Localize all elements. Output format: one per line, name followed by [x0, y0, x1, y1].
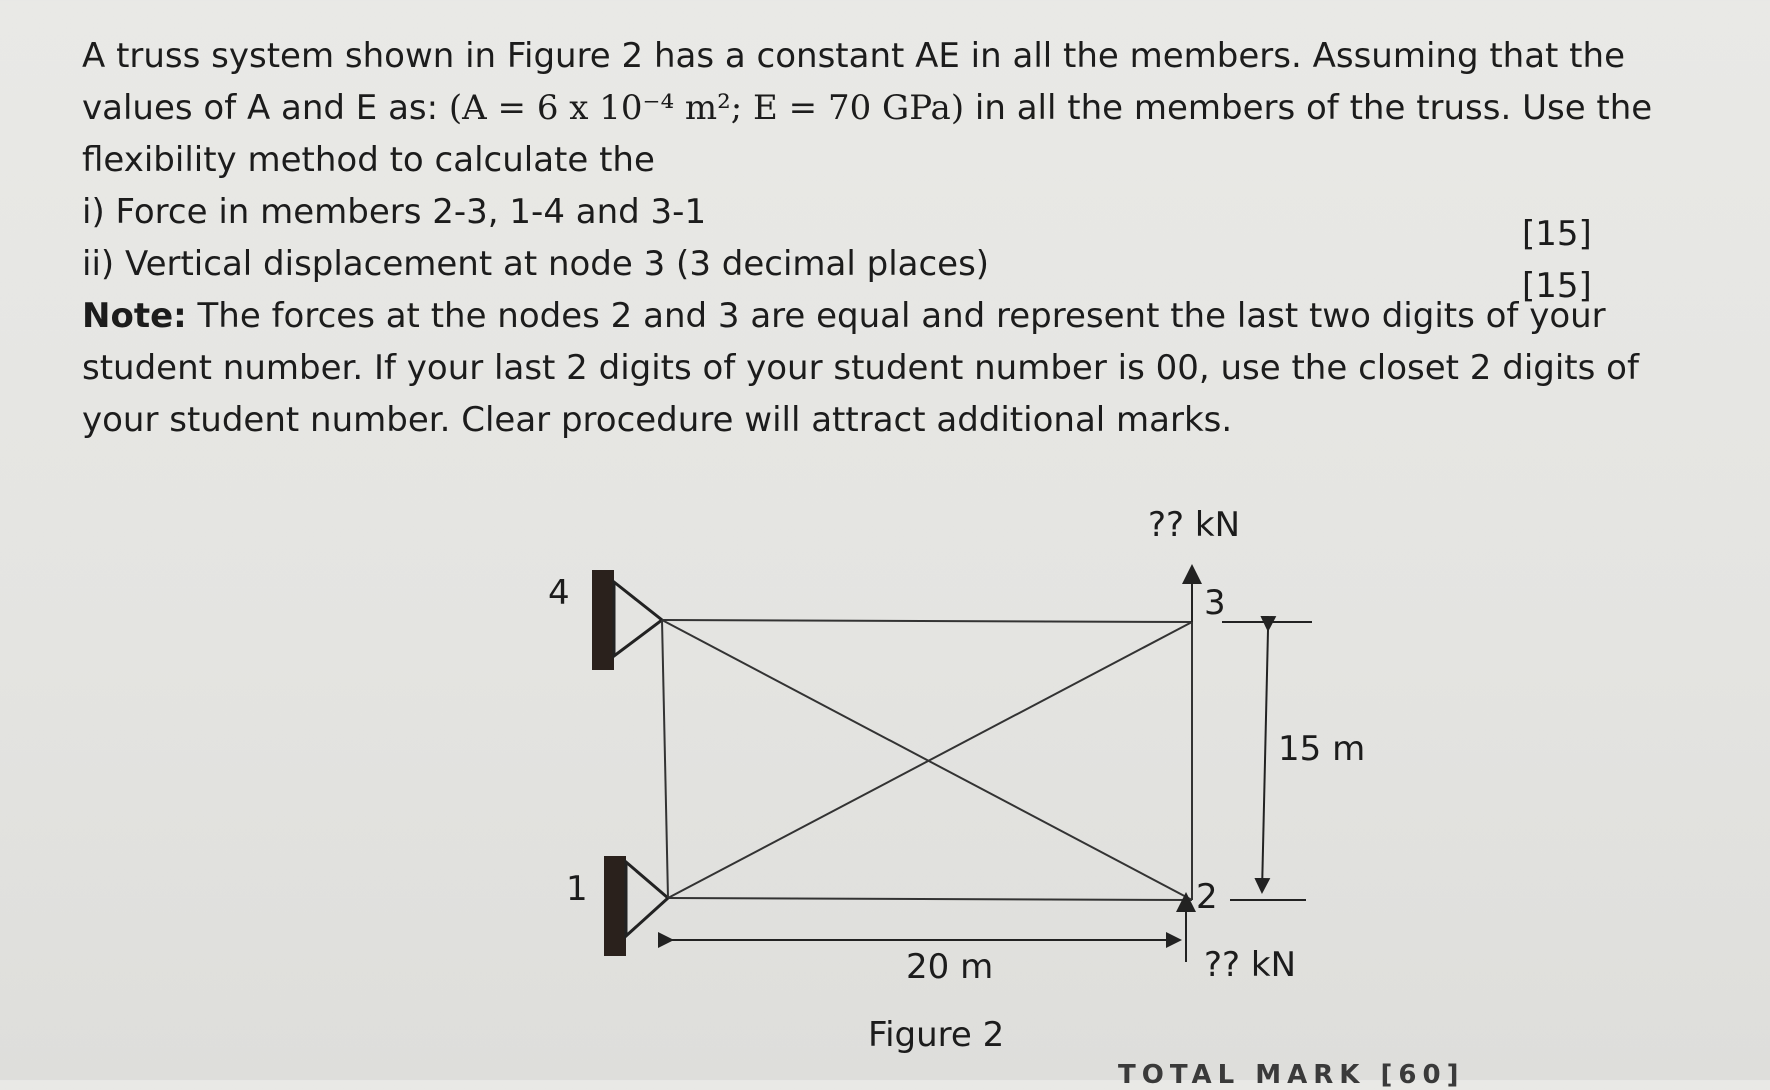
pin-support-1 — [626, 862, 668, 936]
support-wall-1 — [604, 856, 626, 956]
note-label: Note: — [82, 296, 187, 336]
note-line-3: your student number. Clear procedure will attract additional marks. — [82, 400, 1233, 440]
dim-label-horizontal: 20 m — [906, 947, 994, 987]
load-label-top: ?? kN — [1148, 505, 1241, 545]
note-text: The forces at the nodes 2 and 3 are equal and represent the last two digits of your — [186, 296, 1606, 336]
load-label-bottom: ?? kN — [1204, 945, 1297, 985]
support-wall-4 — [592, 570, 614, 670]
question-line-1: A truss system shown in Figure 2 has a constant AE in all the members. Assuming that the — [82, 36, 1625, 76]
note-line-2: student number. If your last 2 digits of your student number is 00, use the closet 2 digits of — [82, 348, 1639, 388]
node-label-1: 1 — [566, 869, 588, 909]
member-4-3 — [662, 620, 1192, 622]
item-2-text: ii) Vertical displacement at node 3 (3 decimal places) — [82, 244, 990, 284]
material-properties: (A = 6 x 10⁻⁴ m²; E = 70 GPa) — [448, 88, 965, 128]
item-2-mark: [15] — [1522, 266, 1592, 306]
pin-support-4 — [614, 582, 662, 656]
dim-label-vertical: 15 m — [1278, 729, 1366, 769]
member-1-3 — [668, 622, 1192, 898]
node-label-3: 3 — [1204, 583, 1226, 623]
figure-caption: Figure 2 — [868, 1015, 1005, 1055]
node-label-4: 4 — [548, 573, 570, 613]
question-line-3: flexibility method to calculate the — [82, 140, 655, 180]
total-mark-partial: TOTAL MARK [60] — [1118, 1060, 1465, 1090]
member-4-1 — [662, 620, 668, 898]
question-line-2-post: in all the members of the truss. Use the — [964, 88, 1653, 128]
member-1-2 — [668, 898, 1192, 900]
item-1-text: i) Force in members 2-3, 1-4 and 3-1 — [82, 192, 707, 232]
node-label-2: 2 — [1196, 877, 1218, 917]
item-1-mark: [15] — [1522, 214, 1592, 254]
dim-vertical-line — [1262, 630, 1268, 892]
question-line-2-pre: values of A and E as: — [82, 88, 449, 128]
member-4-2 — [662, 620, 1192, 900]
